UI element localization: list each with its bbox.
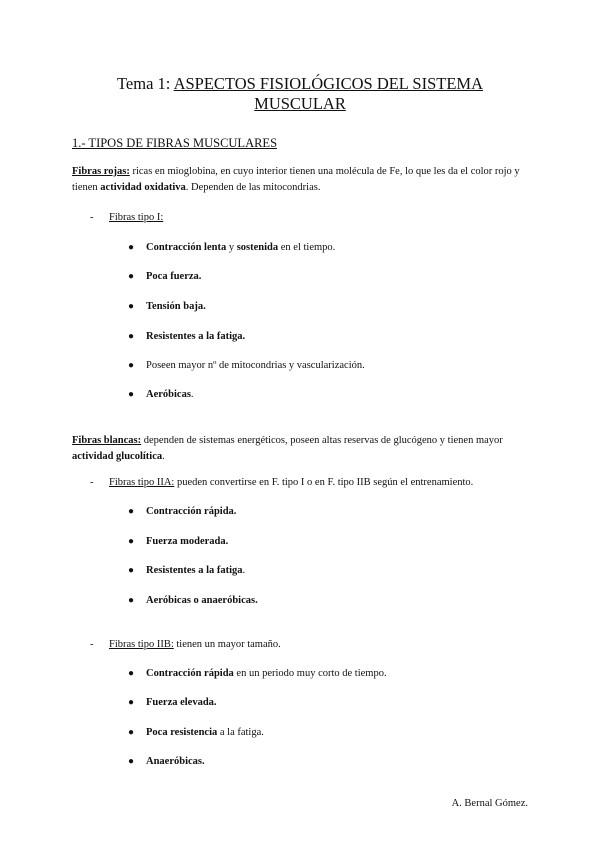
bullet-icon: ● — [128, 301, 135, 312]
bullet-text: . — [190, 389, 194, 400]
bullet-bold: Fuerza elevada. — [146, 697, 217, 708]
list-item — [128, 301, 206, 312]
bullet-text: Poseen mayor nº de mitocondrias y vascularización. — [146, 360, 365, 371]
bullet-bold: Poca resistencia — [146, 727, 218, 738]
bullet-text: y — [226, 242, 237, 253]
subsection-tipo-2a — [90, 477, 473, 488]
tipo-2a-text: pueden convertirse en F. tipo I o en F. tipo IIB según el entrenamiento. — [174, 477, 474, 488]
list-item — [128, 536, 228, 547]
bullet-icon: ● — [128, 506, 135, 517]
list-item — [128, 242, 335, 253]
bullet-bold: Resistentes a la fatiga — [146, 565, 243, 576]
blancas-bold: actividad glucolítica — [72, 451, 163, 462]
bullet-bold: Tensión baja. — [146, 301, 206, 312]
rojas-bold: actividad oxidativa — [100, 182, 186, 193]
list-item — [128, 565, 245, 576]
list-item — [128, 360, 365, 371]
bullet-text: en un periodo muy corto de tiempo. — [233, 668, 387, 679]
bullet-text-2: en el tiempo. — [278, 242, 336, 253]
bullet-bold: Aeróbicas — [146, 389, 191, 400]
bullet-bold-2: sostenida — [236, 242, 279, 253]
rojas-text1: ricas en mioglobina, en cuyo interior tienen una molécula de Fe, lo que les da el color rojo y tienen — [72, 166, 520, 193]
section-heading: 1.- TIPOS DE FIBRAS MUSCULARES — [72, 136, 278, 150]
page-title — [60, 74, 540, 114]
bullet-icon: ● — [128, 271, 135, 282]
blancas-text2: . — [162, 451, 165, 462]
bullet-text: . — [242, 565, 246, 576]
bullet-icon: ● — [128, 727, 135, 738]
bullet-bold: Contracción lenta — [146, 242, 227, 253]
list-item — [128, 756, 205, 767]
footer-author: A. Bernal Gómez. — [451, 798, 528, 809]
list-item — [128, 727, 264, 738]
list-item — [128, 506, 236, 517]
list-item — [128, 668, 387, 679]
bullet-icon: ● — [128, 536, 135, 547]
bullet-icon: ● — [128, 565, 135, 576]
paragraph-fibras-blancas — [72, 433, 532, 465]
label-tipo-2a: Fibras tipo IIA: — [109, 477, 175, 488]
rojas-text2: . Dependen de las mitocondrias. — [185, 182, 321, 193]
label-tipo-2b: Fibras tipo IIB: — [109, 639, 174, 650]
bullet-icon: ● — [128, 595, 135, 606]
title-line1: ASPECTOS FISIOLÓGICOS DEL SISTEMA — [173, 74, 483, 93]
list-item — [128, 331, 245, 342]
bullet-icon: ● — [128, 242, 135, 253]
title-line2: MUSCULAR — [254, 94, 346, 113]
dash-marker: - — [90, 212, 94, 223]
dash-marker: - — [90, 477, 94, 488]
bullet-icon: ● — [128, 697, 135, 708]
subsection-tipo-1 — [90, 212, 163, 223]
tipo-2b-text: tienen un mayor tamaño. — [173, 639, 281, 650]
label-fibras-rojas: Fibras rojas: — [72, 166, 130, 177]
list-item — [128, 595, 258, 606]
bullet-bold: Fuerza moderada. — [146, 536, 229, 547]
bullet-icon: ● — [128, 668, 135, 679]
list-item — [128, 389, 194, 400]
bullet-bold: Aeróbicas o anaeróbicas. — [146, 595, 258, 606]
list-item — [128, 697, 217, 708]
title-prefix: Tema 1: — [116, 74, 174, 93]
bullet-bold: Contracción rápida — [146, 668, 234, 679]
bullet-bold: Resistentes a la fatiga. — [146, 331, 246, 342]
bullet-bold: Anaeróbicas. — [146, 756, 205, 767]
blancas-text1: dependen de sistemas energéticos, poseen altas reservas de glucógeno y tienen mayor — [141, 435, 503, 446]
bullet-icon: ● — [128, 331, 135, 342]
dash-marker: - — [90, 639, 94, 650]
list-item — [128, 271, 201, 282]
bullet-icon: ● — [128, 389, 135, 400]
bullet-icon: ● — [128, 360, 135, 371]
paragraph-fibras-rojas — [72, 164, 532, 196]
label-fibras-blancas: Fibras blancas: — [72, 435, 142, 446]
bullet-icon: ● — [128, 756, 135, 767]
subsection-tipo-2b — [90, 639, 281, 650]
label-tipo-1: Fibras tipo I: — [109, 212, 164, 223]
bullet-bold: Contracción rápida. — [146, 506, 237, 517]
bullet-text: a la fatiga. — [217, 727, 264, 738]
bullet-bold: Poca fuerza. — [146, 271, 202, 282]
